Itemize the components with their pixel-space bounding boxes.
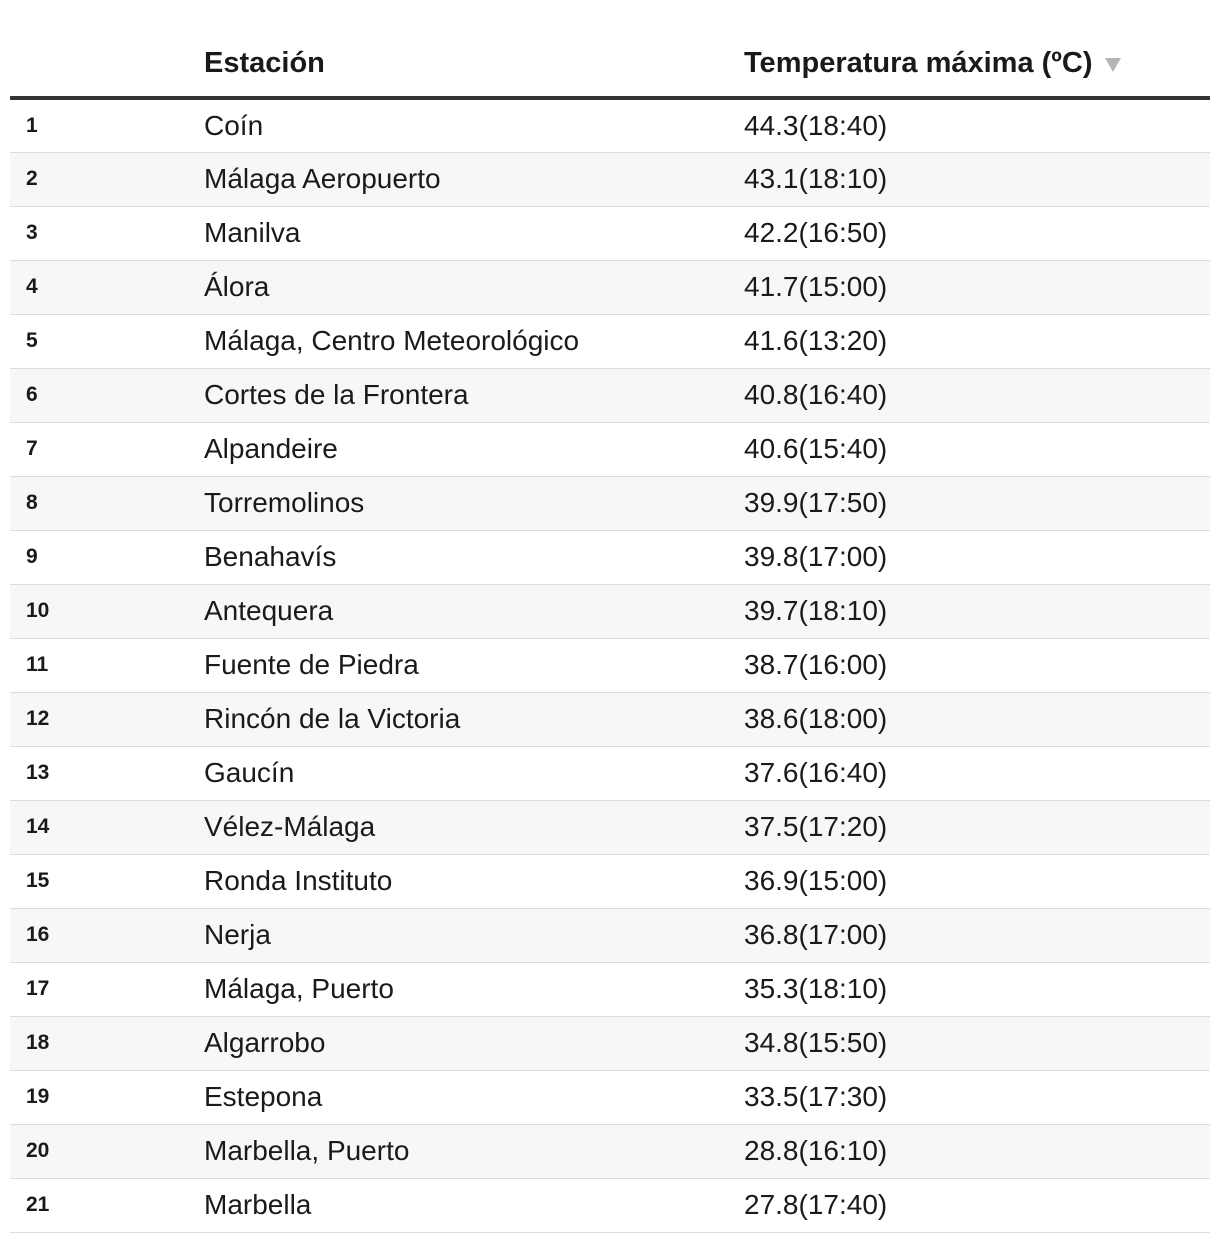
rank-cell: 15 — [10, 854, 204, 908]
station-cell: Marbella, Puerto — [204, 1124, 744, 1178]
station-cell: Málaga, Centro Meteorológico — [204, 314, 744, 368]
temperature-cell: 39.7(18:10) — [744, 584, 1210, 638]
table-row — [10, 692, 1210, 746]
sort-descending-icon[interactable] — [1105, 58, 1121, 72]
temperature-cell: 35.3(18:10) — [744, 962, 1210, 1016]
station-cell: Benahavís — [204, 530, 744, 584]
rank-cell: 18 — [10, 1016, 204, 1070]
station-cell: Marbella — [204, 1178, 744, 1232]
table-row — [10, 476, 1210, 530]
temperature-cell: 34.8(15:50) — [744, 1016, 1210, 1070]
temperature-cell: 36.9(15:00) — [744, 854, 1210, 908]
station-cell: Rincón de la Victoria — [204, 692, 744, 746]
station-cell: Vélez-Málaga — [204, 800, 744, 854]
table-row — [10, 368, 1210, 422]
station-cell: Cortes de la Frontera — [204, 368, 744, 422]
rank-cell: 9 — [10, 530, 204, 584]
station-cell: Málaga, Puerto — [204, 962, 744, 1016]
temperature-cell: 40.6(15:40) — [744, 422, 1210, 476]
rank-cell: 5 — [10, 314, 204, 368]
table-row — [10, 962, 1210, 1016]
rank-cell: 8 — [10, 476, 204, 530]
rank-cell: 19 — [10, 1070, 204, 1124]
table-row — [10, 314, 1210, 368]
station-cell: Málaga Aeropuerto — [204, 152, 744, 206]
temperature-cell: 39.8(17:00) — [744, 530, 1210, 584]
table-row — [10, 530, 1210, 584]
table-row — [10, 800, 1210, 854]
temperature-cell: 41.6(13:20) — [744, 314, 1210, 368]
rank-cell: 12 — [10, 692, 204, 746]
rank-cell: 6 — [10, 368, 204, 422]
table-row — [10, 854, 1210, 908]
station-cell: Antequera — [204, 584, 744, 638]
table-row — [10, 422, 1210, 476]
temperature-cell: 36.8(17:00) — [744, 908, 1210, 962]
station-cell: Torremolinos — [204, 476, 744, 530]
column-header-station-label: Estación — [204, 46, 325, 79]
temperature-cell: 37.5(17:20) — [744, 800, 1210, 854]
temperature-cell: 28.8(16:10) — [744, 1124, 1210, 1178]
column-header-station[interactable] — [204, 0, 744, 98]
column-header-temperature-label: Temperatura máxima (ºC) — [744, 46, 1093, 79]
station-cell: Estepona — [204, 1070, 744, 1124]
table-row — [10, 1070, 1210, 1124]
table-row — [10, 584, 1210, 638]
header-row — [10, 0, 1210, 98]
temperature-cell: 42.2(16:50) — [744, 206, 1210, 260]
temperature-cell: 33.5(17:30) — [744, 1070, 1210, 1124]
table-row — [10, 908, 1210, 962]
temperature-cell: 41.7(15:00) — [744, 260, 1210, 314]
table-row — [10, 638, 1210, 692]
table-row — [10, 1016, 1210, 1070]
table-row — [10, 98, 1210, 152]
temperature-table — [10, 0, 1210, 1233]
rank-cell: 20 — [10, 1124, 204, 1178]
station-cell: Gaucín — [204, 746, 744, 800]
temperature-cell: 38.6(18:00) — [744, 692, 1210, 746]
temperature-table-container — [10, 0, 1210, 1233]
station-cell: Manilva — [204, 206, 744, 260]
rank-cell: 14 — [10, 800, 204, 854]
rank-cell: 16 — [10, 908, 204, 962]
table-header — [10, 0, 1210, 98]
station-cell: Fuente de Piedra — [204, 638, 744, 692]
column-header-temperature[interactable] — [744, 0, 1210, 98]
rank-cell: 7 — [10, 422, 204, 476]
station-cell: Nerja — [204, 908, 744, 962]
station-cell: Coín — [204, 98, 744, 152]
rank-cell: 13 — [10, 746, 204, 800]
rank-cell: 4 — [10, 260, 204, 314]
rank-cell: 2 — [10, 152, 204, 206]
station-cell: Ronda Instituto — [204, 854, 744, 908]
table-body — [10, 98, 1210, 1232]
rank-cell: 11 — [10, 638, 204, 692]
temperature-cell: 39.9(17:50) — [744, 476, 1210, 530]
station-cell: Álora — [204, 260, 744, 314]
rank-cell: 3 — [10, 206, 204, 260]
temperature-cell: 40.8(16:40) — [744, 368, 1210, 422]
table-row — [10, 206, 1210, 260]
table-row — [10, 152, 1210, 206]
temperature-cell: 43.1(18:10) — [744, 152, 1210, 206]
table-row — [10, 1178, 1210, 1232]
temperature-cell: 44.3(18:40) — [744, 98, 1210, 152]
rank-cell: 21 — [10, 1178, 204, 1232]
station-cell: Alpandeire — [204, 422, 744, 476]
temperature-cell: 38.7(16:00) — [744, 638, 1210, 692]
rank-cell: 1 — [10, 98, 204, 152]
table-row — [10, 260, 1210, 314]
column-header-rank[interactable] — [10, 0, 204, 98]
temperature-cell: 27.8(17:40) — [744, 1178, 1210, 1232]
station-cell: Algarrobo — [204, 1016, 744, 1070]
rank-cell: 17 — [10, 962, 204, 1016]
table-row — [10, 1124, 1210, 1178]
table-row — [10, 746, 1210, 800]
rank-cell: 10 — [10, 584, 204, 638]
temperature-cell: 37.6(16:40) — [744, 746, 1210, 800]
